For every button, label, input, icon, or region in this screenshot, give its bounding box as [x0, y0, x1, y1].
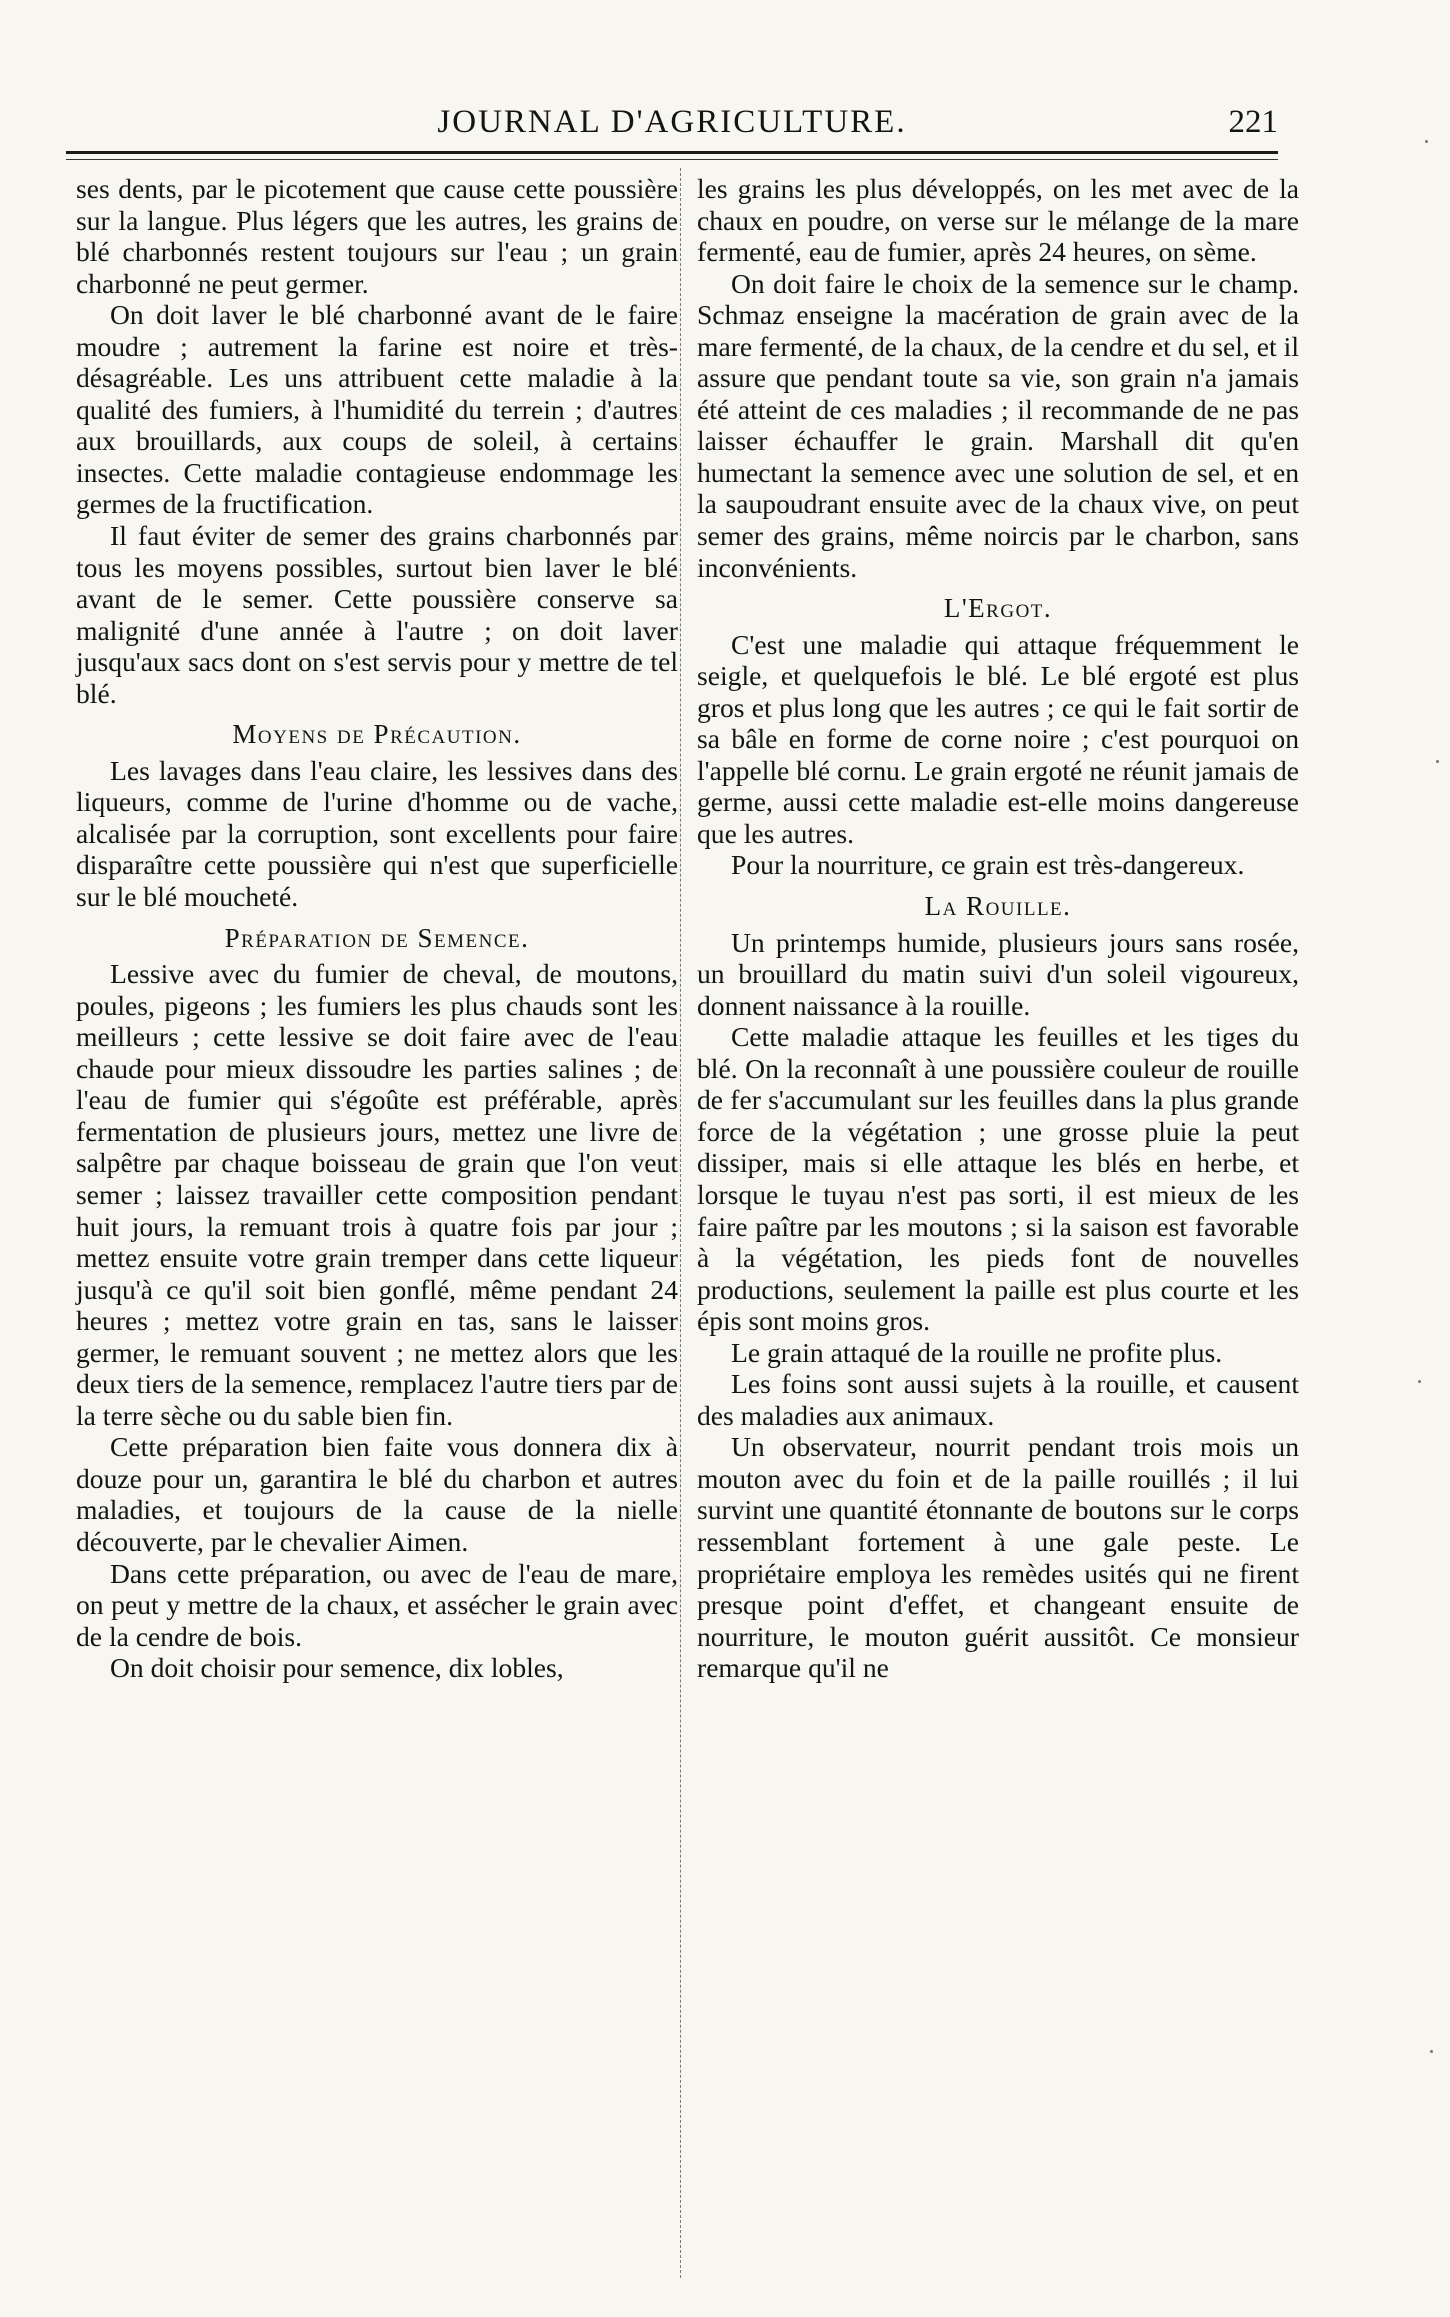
section-heading: Préparation de Semence. — [224, 922, 530, 953]
scan-speck — [1430, 2050, 1433, 2053]
section-heading: Moyens de Précaution. — [232, 719, 522, 750]
paragraph: Les foins sont aussi sujets à la rouille, et causent des maladies aux animaux. — [697, 1368, 1299, 1431]
paragraph: Le grain attaqué de la rouille ne profite plus. — [731, 1336, 1223, 1368]
paragraph: Un observateur, nourrit pendant trois mois un mouton avec du foin et de la paille rouillés ; il lui survint une quantité étonnante de boutons sur le corps ressemblant fortement à une gale peste. Le propriétaire employa les remèdes usités qui ne firent presque point d'effet, et changeant ensuite de nourriture, le mouton guérit aussitôt. Ce monsieur remarque qu'il ne — [697, 1431, 1299, 1684]
paragraph: Cette préparation bien faite vous donnera dix à douze pour un, garantira le blé du charbon et autres maladies, et toujours de la cause de la nielle découverte, par le chevalier Aimen. — [76, 1431, 678, 1557]
paragraph: Pour la nourriture, ce grain est très-dangereux. — [731, 849, 1245, 881]
paragraph: les grains les plus développés, on les met avec de la chaux en poudre, on verse sur le mélange de la mare fermenté, eau de fumier, après 24 heures, on sème. — [697, 173, 1299, 268]
paragraph: C'est une maladie qui attaque fréquemment le seigle, et quelquefois le blé. Le blé ergoté est plus gros et plus long que les autres ; ce qui le fait sortir de sa bâle en forme de corne noire ; c'est pourquoi on l'appelle blé cornu. Le grain ergoté ne réunit jamais de germe, aussi cette maladie est-elle moins dangereuse que les autres. — [697, 628, 1299, 849]
right-column — [697, 173, 1299, 1684]
scan-speck — [1436, 760, 1439, 763]
scan-speck — [1418, 1380, 1421, 1383]
running-title: JOURNAL D'AGRICULTURE. — [437, 104, 907, 140]
page-number: 221 — [1228, 104, 1278, 140]
paragraph: Un printemps humide, plusieurs jours sans rosée, un brouillard du matin suivi d'un soleil vigoureux, donnent naissance à la rouille. — [697, 926, 1299, 1021]
paragraph: On doit faire le choix de la semence sur le champ. Schmaz enseigne la macération de grain avec de la mare fermenté, de la chaux, de la cendre et du sel, et il assure que pendant toute sa vie, son grain n'a jamais été atteint de ces maladies ; il recommande de ne pas laisser échauffer le grain. Marshall dit qu'en humectant la semence avec une solution de sel, et en la saupoudrant ensuite avec de la chaux vive, on peut semer des grains, même noircis par le charbon, sans inconvénients. — [697, 267, 1299, 583]
paragraph: Cette maladie attaque les feuilles et les tiges du blé. On la reconnaît à une poussière couleur de rouille de fer s'accumulant sur les feuilles dans la plus grande force de la végétation ; une grosse pluie la peut dissiper, mais si elle attaque les blés en herbe, et lorsque le tuyau n'est pas sorti, il est mieux de les faire paître par les moutons ; si la saison est favorable à la végétation, les pieds font de nouvelles productions, seulement la paille est plus courte et les épis sont moins gros. — [697, 1021, 1299, 1337]
section-heading: La Rouille. — [924, 891, 1072, 922]
paragraph: Lessive avec du fumier de cheval, de moutons, poules, pigeons ; les fumiers les plus chauds sont les meilleurs ; cette lessive se doit faire avec de l'eau chaude pour mieux dissoudre les parties salines ; de l'eau de fumier qui s'égoûte est préférable, après fermentation de plusieurs jours, mettez une livre de salpêtre par chaque boisseau de grain que l'on veut semer ; laissez travailler cette composition pendant huit jours, la remuant trois à quatre fois par jour ; mettez ensuite votre grain tremper dans cette liqueur jusqu'à ce qu'il soit bien gonflé, même pendant 24 heures ; mettez votre grain en tas, sans le laisser germer, le remuant souvent ; ne mettez alors que les deux tiers de la semence, remplacez l'autre tiers par de la terre sèche ou du sable bien fin. — [76, 958, 678, 1431]
header-rule — [66, 151, 1278, 154]
left-column — [76, 173, 678, 1684]
paragraph: On doit choisir pour semence, dix lobles, — [110, 1652, 564, 1684]
header-rule-thin — [66, 159, 1278, 160]
running-head — [66, 104, 1278, 150]
scan-speck — [1425, 140, 1428, 143]
column-divider — [680, 168, 681, 2278]
paragraph: Il faut éviter de semer des grains charbonnés par tous les moyens possibles, surtout bien laver le blé avant de le semer. Cette poussière conserve sa malignité d'une année à l'autre ; on doit laver jusqu'aux sacs dont on s'est servis pour y mettre de tel blé. — [76, 520, 678, 709]
paragraph: ses dents, par le picotement que cause cette poussière sur la langue. Plus légers que les autres, les grains de blé charbonnés restent toujours sur l'eau ; un grain charbonné ne peut germer. — [76, 173, 678, 299]
section-heading: L'Ergot. — [943, 593, 1053, 624]
paragraph: Dans cette préparation, ou avec de l'eau de mare, on peut y mettre de la chaux, et assécher le grain avec de la cendre de bois. — [76, 1557, 678, 1652]
paragraph: Les lavages dans l'eau claire, les lessives dans des liqueurs, comme de l'urine d'homme ou de vache, alcalisée par la corruption, sont excellents pour faire disparaître cette poussière qui n'est que superficielle sur le blé moucheté. — [76, 754, 678, 913]
paragraph: On doit laver le blé charbonné avant de le faire moudre ; autrement la farine est noire et très-désagréable. Les uns attribuent cette maladie à la qualité des fumiers, à l'humidité du terrein ; d'autres aux brouillards, aux coups de soleil, à certains insectes. Cette maladie contagieuse endommage les germes de la fructification. — [76, 299, 678, 520]
